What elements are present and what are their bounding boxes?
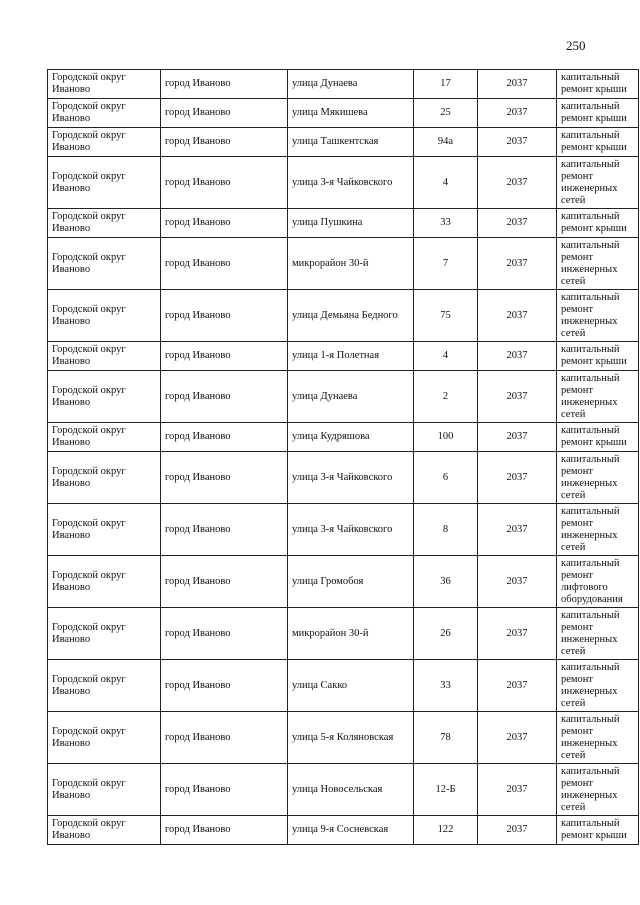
table-row xyxy=(48,452,639,504)
house-number-cell: 7 xyxy=(414,238,478,290)
city-cell: город Иваново xyxy=(161,608,288,660)
street-cell: улица 5-я Коляновская xyxy=(288,712,414,764)
table-row xyxy=(48,238,639,290)
street-cell: улица Кудряшова xyxy=(288,423,414,452)
city-cell: город Иваново xyxy=(161,209,288,238)
year-cell: 2037 xyxy=(478,128,557,157)
house-number-cell: 78 xyxy=(414,712,478,764)
city-cell: город Иваново xyxy=(161,157,288,209)
work-type-cell: капитальный ремонт инженерных сетей xyxy=(557,504,639,556)
house-number-cell: 12-Б xyxy=(414,764,478,816)
work-type-cell: капитальный ремонт крыши xyxy=(557,423,639,452)
table-row xyxy=(48,504,639,556)
city-cell: город Иваново xyxy=(161,423,288,452)
work-type-cell: капитальный ремонт инженерных сетей xyxy=(557,238,639,290)
work-type-cell: капитальный ремонт инженерных сетей xyxy=(557,764,639,816)
house-number-cell: 75 xyxy=(414,290,478,342)
year-cell: 2037 xyxy=(478,99,557,128)
municipality-cell: Городской округ Иваново xyxy=(48,99,161,128)
municipality-cell: Городской округ Иваново xyxy=(48,157,161,209)
street-cell: улица Пушкина xyxy=(288,209,414,238)
work-type-cell: капитальный ремонт крыши xyxy=(557,128,639,157)
street-cell: улица Дунаева xyxy=(288,70,414,99)
house-number-cell: 26 xyxy=(414,608,478,660)
street-cell: улица 3-я Чайковского xyxy=(288,452,414,504)
city-cell: город Иваново xyxy=(161,70,288,99)
municipality-cell: Городской округ Иваново xyxy=(48,608,161,660)
year-cell: 2037 xyxy=(478,608,557,660)
table-row xyxy=(48,556,639,608)
page-number: 250 xyxy=(566,38,586,53)
city-cell: город Иваново xyxy=(161,660,288,712)
year-cell: 2037 xyxy=(478,209,557,238)
table-row xyxy=(48,70,639,99)
table-row xyxy=(48,128,639,157)
year-cell: 2037 xyxy=(478,660,557,712)
municipality-cell: Городской округ Иваново xyxy=(48,128,161,157)
year-cell: 2037 xyxy=(478,452,557,504)
municipality-cell: Городской округ Иваново xyxy=(48,452,161,504)
municipality-cell: Городской округ Иваново xyxy=(48,238,161,290)
work-type-cell: капитальный ремонт инженерных сетей xyxy=(557,712,639,764)
table-row xyxy=(48,157,639,209)
house-number-cell: 8 xyxy=(414,504,478,556)
table-row xyxy=(48,712,639,764)
year-cell: 2037 xyxy=(478,764,557,816)
house-number-cell: 122 xyxy=(414,816,478,845)
house-number-cell: 94а xyxy=(414,128,478,157)
work-type-cell: капитальный ремонт инженерных сетей xyxy=(557,157,639,209)
house-number-cell: 4 xyxy=(414,157,478,209)
city-cell: город Иваново xyxy=(161,816,288,845)
street-cell: улица 3-я Чайковского xyxy=(288,157,414,209)
street-cell: улица Дунаева xyxy=(288,371,414,423)
house-number-cell: 25 xyxy=(414,99,478,128)
work-type-cell: капитальный ремонт крыши xyxy=(557,816,639,845)
municipality-cell: Городской округ Иваново xyxy=(48,342,161,371)
house-number-cell: 17 xyxy=(414,70,478,99)
city-cell: город Иваново xyxy=(161,504,288,556)
house-number-cell: 100 xyxy=(414,423,478,452)
street-cell: микрорайон 30-й xyxy=(288,608,414,660)
street-cell: микрорайон 30-й xyxy=(288,238,414,290)
table-row xyxy=(48,209,639,238)
work-type-cell: капитальный ремонт инженерных сетей xyxy=(557,290,639,342)
municipality-cell: Городской округ Иваново xyxy=(48,423,161,452)
street-cell: улица Демьяна Бедного xyxy=(288,290,414,342)
year-cell: 2037 xyxy=(478,238,557,290)
work-type-cell: капитальный ремонт крыши xyxy=(557,99,639,128)
municipality-cell: Городской округ Иваново xyxy=(48,504,161,556)
house-number-cell: 4 xyxy=(414,342,478,371)
work-type-cell: капитальный ремонт крыши xyxy=(557,209,639,238)
city-cell: город Иваново xyxy=(161,556,288,608)
street-cell: улица Мякишева xyxy=(288,99,414,128)
table-row xyxy=(48,99,639,128)
work-type-cell: капитальный ремонт крыши xyxy=(557,70,639,99)
year-cell: 2037 xyxy=(478,157,557,209)
year-cell: 2037 xyxy=(478,371,557,423)
house-number-cell: 33 xyxy=(414,209,478,238)
street-cell: улица 3-я Чайковского xyxy=(288,504,414,556)
city-cell: город Иваново xyxy=(161,764,288,816)
work-type-cell: капитальный ремонт инженерных сетей xyxy=(557,660,639,712)
work-type-cell: капитальный ремонт крыши xyxy=(557,342,639,371)
work-type-cell: капитальный ремонт инженерных сетей xyxy=(557,371,639,423)
city-cell: город Иваново xyxy=(161,371,288,423)
municipality-cell: Городской округ Иваново xyxy=(48,209,161,238)
municipality-cell: Городской округ Иваново xyxy=(48,371,161,423)
year-cell: 2037 xyxy=(478,423,557,452)
year-cell: 2037 xyxy=(478,342,557,371)
street-cell: улица 9-я Сосневская xyxy=(288,816,414,845)
table-body xyxy=(48,70,639,845)
city-cell: город Иваново xyxy=(161,238,288,290)
table-row xyxy=(48,290,639,342)
municipality-cell: Городской округ Иваново xyxy=(48,712,161,764)
work-type-cell: капитальный ремонт инженерных сетей xyxy=(557,452,639,504)
table-row xyxy=(48,608,639,660)
house-number-cell: 6 xyxy=(414,452,478,504)
municipality-cell: Городской округ Иваново xyxy=(48,660,161,712)
table-row xyxy=(48,764,639,816)
year-cell: 2037 xyxy=(478,290,557,342)
year-cell: 2037 xyxy=(478,504,557,556)
year-cell: 2037 xyxy=(478,556,557,608)
year-cell: 2037 xyxy=(478,816,557,845)
municipality-cell: Городской округ Иваново xyxy=(48,764,161,816)
table-row xyxy=(48,371,639,423)
city-cell: город Иваново xyxy=(161,452,288,504)
city-cell: город Иваново xyxy=(161,342,288,371)
repair-register-table xyxy=(47,69,639,845)
house-number-cell: 2 xyxy=(414,371,478,423)
municipality-cell: Городской округ Иваново xyxy=(48,816,161,845)
table-row xyxy=(48,816,639,845)
street-cell: улица 1-я Полетная xyxy=(288,342,414,371)
work-type-cell: капитальный ремонт лифтового оборудования xyxy=(557,556,639,608)
work-type-cell: капитальный ремонт инженерных сетей xyxy=(557,608,639,660)
street-cell: улица Новосельская xyxy=(288,764,414,816)
municipality-cell: Городской округ Иваново xyxy=(48,290,161,342)
city-cell: город Иваново xyxy=(161,290,288,342)
street-cell: улица Сакко xyxy=(288,660,414,712)
house-number-cell: 36 xyxy=(414,556,478,608)
municipality-cell: Городской округ Иваново xyxy=(48,70,161,99)
street-cell: улица Громобоя xyxy=(288,556,414,608)
year-cell: 2037 xyxy=(478,712,557,764)
table-row xyxy=(48,342,639,371)
house-number-cell: 33 xyxy=(414,660,478,712)
city-cell: город Иваново xyxy=(161,128,288,157)
year-cell: 2037 xyxy=(478,70,557,99)
city-cell: город Иваново xyxy=(161,712,288,764)
city-cell: город Иваново xyxy=(161,99,288,128)
street-cell: улица Ташкентская xyxy=(288,128,414,157)
table-row xyxy=(48,423,639,452)
municipality-cell: Городской округ Иваново xyxy=(48,556,161,608)
table-row xyxy=(48,660,639,712)
